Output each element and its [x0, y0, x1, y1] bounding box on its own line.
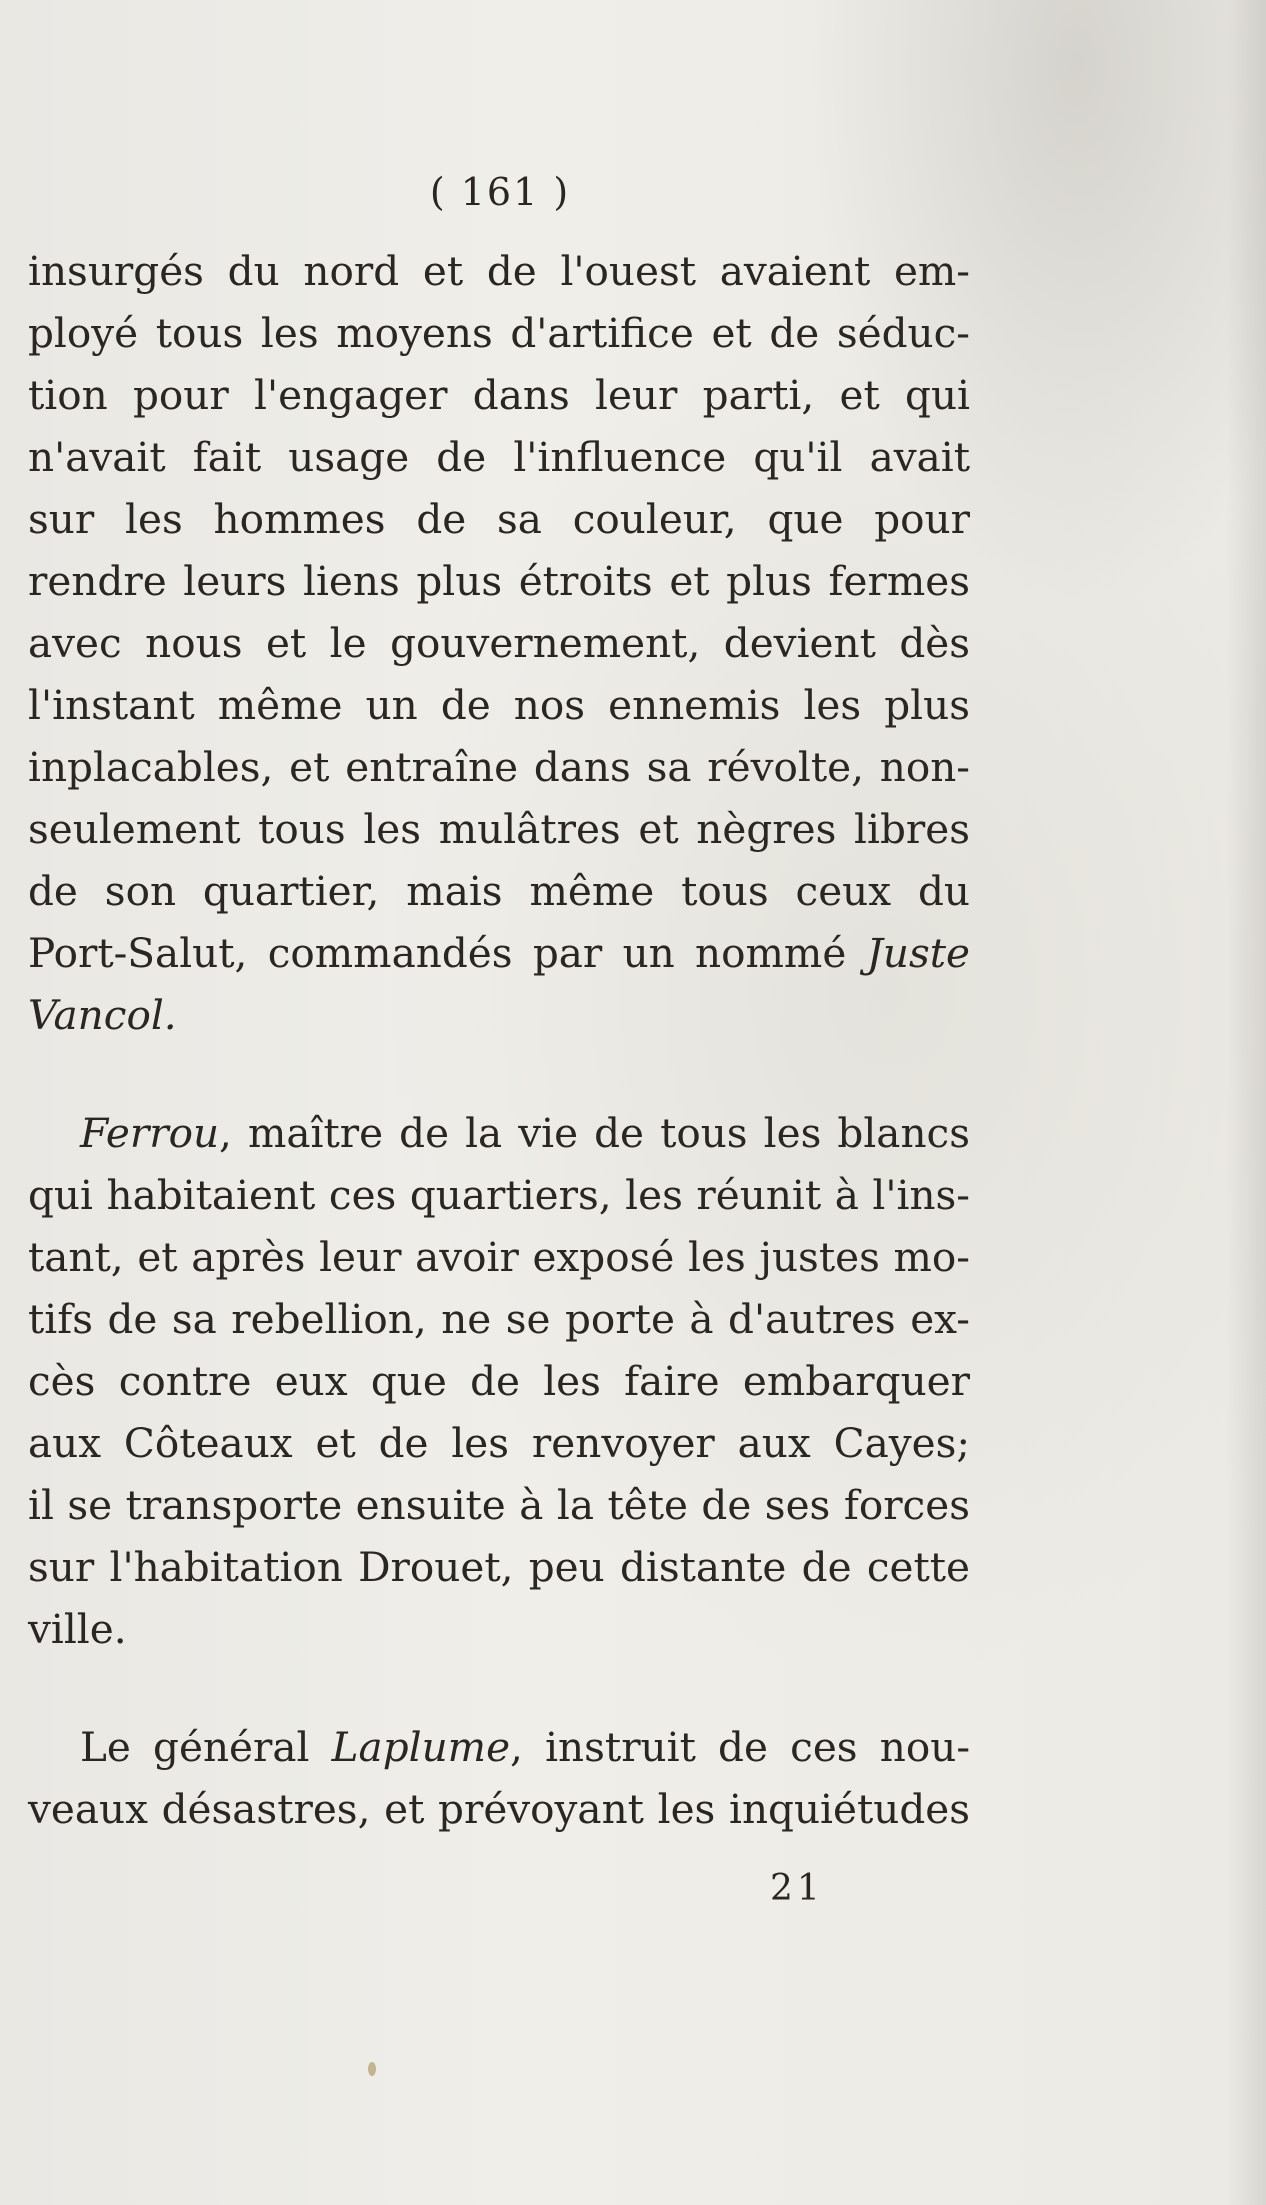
text-segment: Port-Salut, commandés par un nommé	[28, 929, 867, 977]
text-line: inplacables, et entraîne dans sa révolte, non-	[28, 743, 970, 791]
text-line: ployé tous les moyens d'artifice et de séduc-	[28, 309, 970, 357]
text-segment: , maître de la vie de tous les blancs	[219, 1109, 970, 1157]
paragraph-gap	[28, 1046, 970, 1102]
text-line	[28, 1102, 970, 1164]
page-number: ( 161 )	[429, 170, 571, 214]
text-line: il se transporte ensuite à la tête de ses forces	[28, 1481, 970, 1529]
text-line: rendre leurs liens plus étroits et plus fermes	[28, 557, 970, 605]
text-line: tifs de sa rebellion, ne se porte à d'autres ex-	[28, 1295, 970, 1343]
text-line: tant, et après leur avoir exposé les justes mo-	[28, 1233, 970, 1281]
signature-mark: 21	[770, 1868, 824, 1909]
text-line	[28, 1716, 970, 1778]
text-line	[28, 984, 970, 1046]
text-line: sur l'habitation Drouet, peu distante de cette	[28, 1543, 970, 1591]
text-line: tion pour l'engager dans leur parti, et qui	[28, 371, 970, 419]
text-line: qui habitaient ces quartiers, les réunit à l'ins-	[28, 1171, 970, 1219]
page-edge-shadow	[1226, 0, 1266, 2205]
paper-speck	[368, 2062, 376, 2076]
text-line: l'instant même un de nos ennemis les plus	[28, 681, 970, 729]
person-name-laplume: Laplume	[331, 1723, 511, 1771]
text-line: aux Côteaux et de les renvoyer aux Cayes;	[28, 1419, 970, 1467]
text-line: veaux désastres, et prévoyant les inquiétudes	[28, 1785, 970, 1833]
person-name-vancol: Vancol.	[28, 991, 177, 1039]
person-name-juste: Juste	[866, 929, 970, 977]
text-line: avec nous et le gouvernement, devient dès	[28, 619, 970, 667]
body-text	[28, 240, 970, 1840]
text-line: n'avait fait usage de l'influence qu'il avait	[28, 433, 970, 481]
text-line: ville.	[28, 1605, 127, 1653]
text-segment: Le général	[80, 1723, 332, 1771]
text-line: sur les hommes de sa couleur, que pour	[28, 495, 970, 543]
text-line	[28, 922, 970, 984]
text-line: insurgés du nord et de l'ouest avaient em-	[28, 247, 970, 295]
text-segment: , instruit de ces nou-	[510, 1723, 971, 1771]
text-line: de son quartier, mais même tous ceux du	[28, 867, 970, 915]
text-line: seulement tous les mulâtres et nègres libres	[28, 805, 970, 853]
text-line: cès contre eux que de les faire embarquer	[28, 1357, 970, 1405]
paragraph-gap	[28, 1660, 970, 1716]
person-name-ferrou: Ferrou	[80, 1109, 220, 1157]
